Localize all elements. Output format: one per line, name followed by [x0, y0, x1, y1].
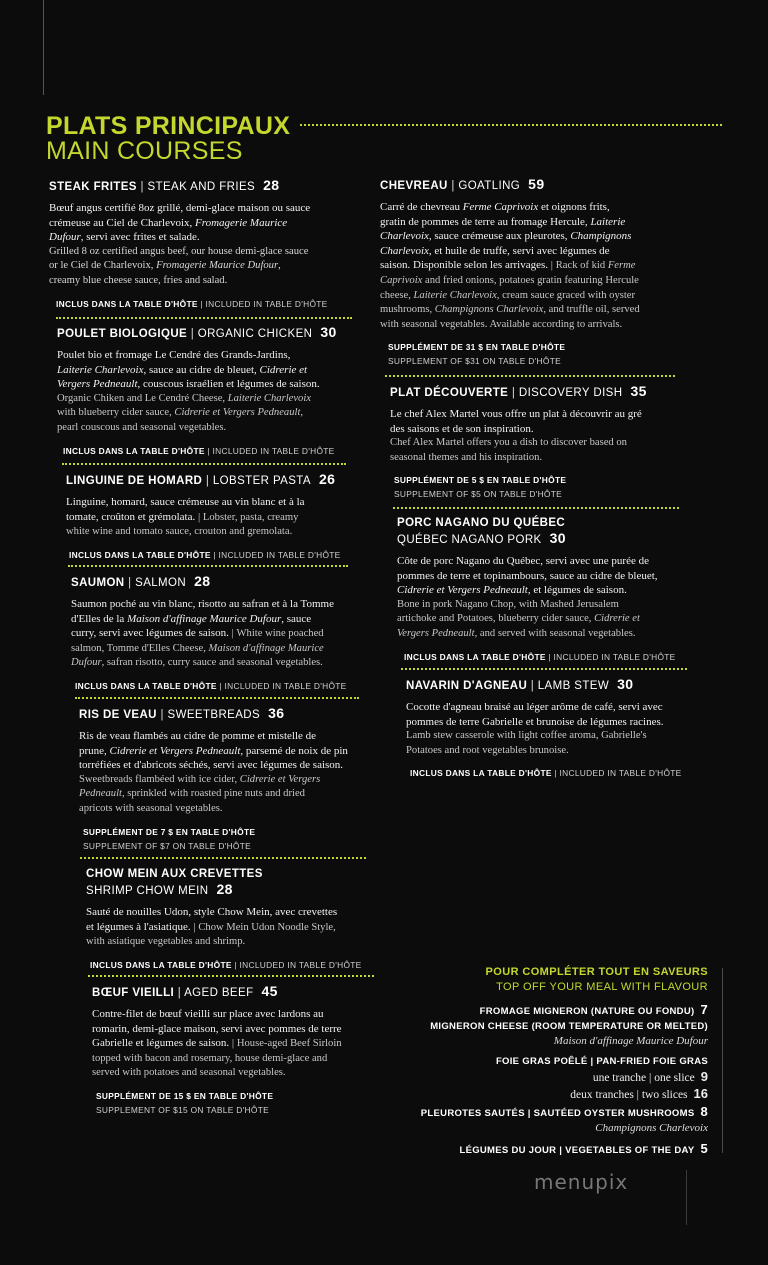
divider — [56, 317, 352, 319]
side-legumes: LÉGUMES DU JOUR | VEGETABLES OF THE DAY 5 — [459, 1141, 708, 1156]
dish-chevreau: CHEVREAU | GOATLING 59 Carré de chevreau Ferme Caprivoix et oignons frits, gratin de pommes de terre au fromage Hercule, Laiterie Charlevoix, sauce crémeuse aux pleurotes, Champignons Charlevoix, et huile de truffe, servi avec légumes de saison. Disponible selon les arrivages. | Rack of kid Ferme Caprivoix and fried onions, potatoes gratin featuring Hercule cheese, Laiterie Charlevoix, cream sauce graced with oyster mushrooms, Champignons Charlevoix, and truffle oil, served with seasonal vegetables. Available according to arrivals. SUPPLÉMENT DE 31 $ EN TABLE D'HÔTE SUPPLEMENT OF $31 ON TABLE D'HÔTE — [380, 176, 640, 367]
dish-linguine-homard: LINGUINE DE HOMARD | LOBSTER PASTA 26 Linguine, homard, sauce crémeuse au vin blanc et à la tomate, croûton et grémolata. | Lobster, pasta, creamy white wine and tomato sauce, crouton and gremolata. INCLUS DANS LA TABLE D'HÔTE | INCLUDED IN TABLE D'HÔTE — [66, 471, 341, 560]
dish-steak-frites: STEAK FRITES | STEAK AND FRIES 28 Bœuf angus certifié 8oz grillé, demi-glace maison ou sauce crémeuse au Ciel de Charlevoix, Fromagerie Maurice Dufour, servi avec frites et salade. Grilled 8 oz certified angus beef, our house demi-glace sauce or le Ciel de Charlevoix, Fromagerie Maurice Dufour, creamy blue cheese sauce, fries and salad. INCLUS DANS LA TABLE D'HÔTE | INCLUDED IN TABLE D'HÔTE — [49, 177, 328, 309]
title-divider — [300, 124, 722, 126]
side-pleurotes: PLEUROTES SAUTÉS | SAUTÉED OYSTER MUSHROOMS 8 Champignons Charlevoix — [420, 1104, 708, 1134]
watermark-logo: menupix — [534, 1170, 629, 1194]
dish-ris-de-veau: RIS DE VEAU | SWEETBREADS 36 Ris de veau flambés au cidre de pomme et mistelle de prune, Cidrerie et Vergers Pedneault, parsemé de noix de pin torréfiées et d'abricots séchés, servi avec légumes de saison. Sweetbreads flambéed with ice cider, Cidrerie et Vergers Pedneault, sprinkled with roasted pine nuts and dried apricots with seasonal vegetables. SUPPLÉMENT DE 7 $ EN TABLE D'HÔTE SUPPLEMENT OF $7 ON TABLE D'HÔTE — [79, 705, 348, 851]
divider — [68, 565, 348, 567]
dish-chow-mein: CHOW MEIN AUX CREVETTES SHRIMP CHOW MEIN 28 Sauté de nouilles Udon, style Chow Mein, avec crevettes et légumes à l'asiatique. | Chow Mein Udon Noodle Style, with asiatique vegetables and shrimp. INCLUS DANS LA TABLE D'HÔTE | INCLUDED IN TABLE D'HÔTE — [86, 868, 362, 970]
dish-poulet-biologique: POULET BIOLOGIQUE | ORGANIC CHICKEN 30 Poulet bio et fromage Le Cendré des Grands-Jardins, Laiterie Charlevoix, sauce au cidre de bleuet, Cidrerie et Vergers Pedneault, couscous israélien et légumes de saison. Organic Chiken and Le Cendré Cheese, Laiterie Charlevoix with blueberry cider sauce, Cidrerie et Vergers Pedneault, pearl couscous and seasonal vegetables. INCLUS DANS LA TABLE D'HÔTE | INCLUDED IN TABLE D'HÔTE — [57, 324, 337, 456]
side-foie-gras: FOIE GRAS POÊLÉ | PAN-FRIED FOIE GRAS une tranche | one slice 9 deux tranches | two slices 16 — [495, 1056, 708, 1101]
side-fromage-migneron: FROMAGE MIGNERON (NATURE OU FONDU) 7 MIGNERON CHEESE (ROOM TEMPERATURE OR MELTED) Maison d'affinage Maurice Dufour — [430, 1002, 708, 1047]
dish-navarin-agneau: NAVARIN D'AGNEAU | LAMB STEW 30 Cocotte d'agneau braisé au léger arôme de café, servi avec pommes de terre Gabrielle et brunoise de légumes racines. Lamb stew casserole with light coffee aroma, Gabrielle's Potatoes and root vegetables brunoise. INCLUS DANS LA TABLE D'HÔTE | INCLUDED IN TABLE D'HÔTE — [406, 676, 682, 779]
sides-rule — [722, 968, 723, 1153]
edge-line — [43, 0, 44, 95]
sides-title-en: TOP OFF YOUR MEAL WITH FLAVOUR — [496, 981, 708, 993]
divider — [80, 857, 366, 859]
divider — [401, 668, 687, 670]
title-fr: PLATS PRINCIPAUX — [46, 112, 291, 140]
title-en: MAIN COURSES — [46, 137, 243, 165]
dish-saumon: SAUMON | SALMON 28 Saumon poché au vin blanc, risotto au safran et à la Tomme d'Elles de la Maison d'affinage Maurice Dufour, sauce curry, servi avec légumes de saison. | White wine poached salmon, Tomme d'Elles Cheese, Maison d'affinage Maurice Dufour, safran risotto, curry sauce and seasonal vegetables. INCLUS DANS LA TABLE D'HÔTE | INCLUDED IN TABLE D'HÔTE — [71, 573, 347, 691]
page-title — [46, 114, 290, 164]
divider — [88, 975, 374, 977]
divider — [385, 375, 675, 377]
divider — [75, 697, 359, 699]
dish-porc-nagano: PORC NAGANO DU QUÉBEC QUÉBEC NAGANO PORK 30 Côte de porc Nagano du Québec, servi avec une purée de pommes de terre et topinambours, sauce au cidre de bleuet, Cidrerie et Vergers Pedneault, et légumes de saison. Bone in pork Nagano Chop, with Mashed Jerusalem artichoke and Potatoes, blueberry cider sauce, Cidrerie et Vergers Pedneault, and served with seasonal vegetables. INCLUS DANS LA TABLE D'HÔTE | INCLUDED IN TABLE D'HÔTE — [397, 517, 676, 662]
dish-boeuf-vieilli: BŒUF VIEILLI | AGED BEEF 45 Contre-filet de bœuf vieilli sur place avec lardons au romarin, demi-glace maison, servi avec pommes de terre Gabrielle et légumes de saison. | House-aged Beef Sirloin topped with bacon and rosemary, house demi-glace and served with potatoes and seasonal vegetables. SUPPLÉMENT DE 15 $ EN TABLE D'HÔTE SUPPLEMENT OF $15 ON TABLE D'HÔTE — [92, 983, 342, 1115]
divider — [393, 507, 679, 509]
edge-line — [686, 1170, 687, 1225]
sides-section — [486, 965, 708, 995]
dish-plat-decouverte: PLAT DÉCOUVERTE | DISCOVERY DISH 35 Le chef Alex Martel vous offre un plat à découvrir au gré des saisons et de son inspiration. Chef Alex Martel offers you a dish to discover based on seasonal themes and his inspiration. SUPPLÉMENT DE 5 $ EN TABLE D'HÔTE SUPPLEMENT OF $5 ON TABLE D'HÔTE — [390, 383, 647, 500]
sides-title-fr: POUR COMPLÉTER TOUT EN SAVEURS — [485, 966, 708, 978]
divider — [62, 463, 346, 465]
